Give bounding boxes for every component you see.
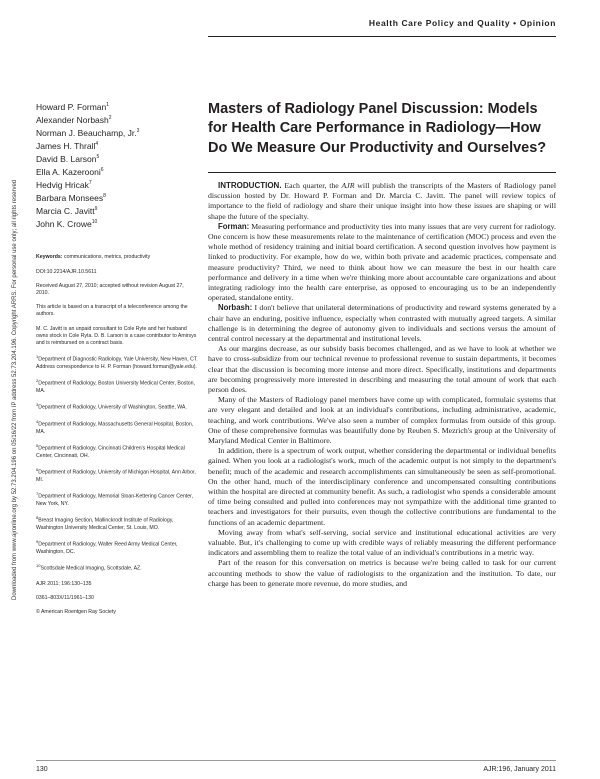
affiliation: $^3$Department of Radiology, University of Washington, Seattle, WA.	[36, 402, 187, 411]
body-paragraph: In addition, there is a spectrum of work output, whether considering the departmental or individual benefits gained. When you look at a radiologist's work, much of the academic output is not simply to the department's benefit; much of the academic and research accomplishments can simultaneously be seen as self-promotional. On the other hand, much of the interdisciplinary conference and uncompensated consulting contributions within the hospital are directed at community benefit. As such, a radiologist who spends a considerable amount of time being consulted and pulled into conferences may not sympathize with the additional time granted to teachers and investigators for their pursuits, even though the collective contributions are fundamental to the functions of an academic department.	[208, 446, 556, 527]
author-name: Ella A. Kazerooni$^6$	[36, 166, 104, 177]
journal-reference: AJR:196, January 2011	[483, 766, 556, 773]
received-date: Received August 27, 2010; accepted without revision August 27, 2010.	[36, 283, 184, 297]
article-title: Masters of Radiology Panel Discussion: Models for Health Care Performance in Radiology—How Do We Measure Our Productivity and Ourselves?	[208, 101, 547, 156]
download-watermark-text: Downloaded from www.ajronline.org by 52.73.204.196 on 05/16/22 from IP address 52.73.204.196. Copyright ARRS. For personal use only; all rights reserved	[12, 179, 18, 600]
affiliation: $^5$Department of Radiology, Cincinnati Children's Hospital Medical Center, Cincinnati, OH.	[36, 443, 185, 459]
citation: AJR 2011; 196:130–135	[36, 580, 92, 587]
page-number: 130	[36, 766, 48, 773]
download-watermark	[2, 140, 18, 600]
body-paragraph: Moving away from what's self-serving, social service and institutional educational activities are very valuable. But, it's challenging to come up with credible ways of reliably measuring the different performance indicators and assembling them to realize the total value of an individual's contributions in a metric way.	[208, 527, 556, 558]
doi: DOI:10.2214/AJR.10.5611	[36, 268, 97, 275]
author-name: John K. Crowe$^{10}$	[36, 219, 98, 230]
affiliation: $^1$Department of Diagnostic Radiology, Yale University, New Haven, CT. Address correspondence to H. P. Forman (howard.forman@yale.edu).	[36, 353, 198, 370]
section-header: Health Care Policy and Quality • Opinion	[368, 18, 556, 28]
article-basis: This article is based on a transcript of a teleconference among the authors.	[36, 304, 188, 318]
copyright: © American Roentgen Ray Society	[36, 609, 116, 616]
disclosure: M. C. Javitt is an unpaid consultant to Cole Ryte and her husband owns stock in Cole Ryta. D. B. Larson is a case contributor to Amirsys and is reimbursed on a contract basis.	[36, 325, 197, 346]
author-name: Hedvig Hricak$^7$	[36, 180, 92, 191]
affiliation: $^{10}$Scottsdale Medical Imaging, Scottsdale, AZ.	[36, 563, 142, 573]
author-name: David B. Larson$^5$	[36, 153, 100, 164]
footer-divider	[36, 760, 556, 761]
body-paragraph: INTRODUCTION. Each quarter, the AJR will publish the transcripts of the Masters of Radiology panel discussion hosted by Dr. Howard P. Forman and Dr. Marcia C. Javitt. The panel will review topics of importance to the field of radiology and share their unique insight into how these issues are shaping or will shape the future of the specialty.	[208, 180, 556, 221]
header-divider	[208, 36, 556, 37]
author-name: James H. Thrall$^4$	[36, 140, 99, 151]
keywords: Keywords: communications, metrics, productivity	[36, 254, 151, 261]
article-metadata	[36, 254, 198, 616]
affiliation: $^6$Department of Radiology, University of Michigan Hospital, Ann Arbor, MI.	[36, 467, 196, 483]
article-body	[208, 181, 556, 589]
affiliation: $^9$Department of Radiology, Walter Reed Army Medical Center, Washington, DC.	[36, 539, 178, 556]
body-paragraph: Norbash: I don't believe that unilateral determinations of productivity and reward systems generated by a chair have an enduring, positive influence, especially when contrasted with mutually agreed targets. A similar challenge is in determining the degree of autonomy given to individuals and sections versus the amount of central control necessary at the departmental and institutional levels.	[208, 303, 556, 343]
body-paragraph: Many of the Masters of Radiology panel members have come up with complicated, formulaic systems that are very elegant and detailed and look at an individual's contributions, including administrative, academic, teaching, and work contributions. We've also seen a number of complex formulas from outside of this group. One of these comprehensive formulas was beautifully done by Reuben S. Mezrich's group at the University of Maryland Medical Center in Baltimore.	[208, 395, 556, 445]
issn: 0361–803X/11/1961–130	[36, 595, 94, 602]
body-paragraph: As our margins decrease, as our subsidy basis becomes challenged, and as we have to look at whether we have to cross-subsidize from our technical revenue to professional revenue to sustain departments, it becomes clear that the discussion is becoming more intense and more direct. Specifically, institutions and departments are becoming progressively more interested in describing and measuring the total amount of work that each person does.	[208, 344, 556, 394]
author-name: Marcia C. Javitt$^9$	[36, 206, 98, 217]
author-name: Alexander Norbash$^2$	[36, 114, 112, 125]
affiliation: $^7$Department of Radiology, Memorial Sloan-Kettering Cancer Center, New York, NY.	[36, 491, 193, 507]
body-paragraph: Part of the reason for this conversation on metrics is because we're being called to task for our current accounting methods to show the value of radiologists to the organization and the institution. To date, our charge has been to generate more revenue, do more studies, and	[208, 558, 556, 588]
author-name: Barbara Monsees$^8$	[36, 193, 106, 204]
main-column	[208, 100, 556, 589]
body-paragraph: Forman: Measuring performance and productivity ties into many issues that are very current for radiology. One concern is how these measurements relate to the maintenance of certification (MOC) process and even the whole method of residency training and initial board certification. A second question involves how payment is linked to productivity. For example, how do we, within both private and academic practices, compensate and measure productivity? Third, we need to think about how we can measure the best in our health care performance and delivery in a time when we're thinking more about accountable care organizations and about integrating radiology into the health care enterprise, as opposed to encouraging us to be an independently operated, standalone entity.	[208, 221, 556, 303]
affiliation: $^2$Department of Radiology, Boston University Medical Center, Boston, MA.	[36, 378, 195, 394]
author-name: Howard P. Forman$^1$	[36, 101, 110, 112]
affiliation: $^8$Breast Imaging Section, Mallinckrodt Institute of Radiology, Washington University Medical Center, St. Louis, MO.	[36, 515, 174, 532]
title-divider	[208, 172, 556, 173]
affiliation: $^4$Department of Radiology, Massachusetts General Hospital, Boston, MA.	[36, 419, 194, 435]
left-column	[36, 100, 198, 624]
author-list	[36, 100, 198, 230]
author-name: Norman J. Beauchamp, Jr.$^3$	[36, 127, 140, 138]
